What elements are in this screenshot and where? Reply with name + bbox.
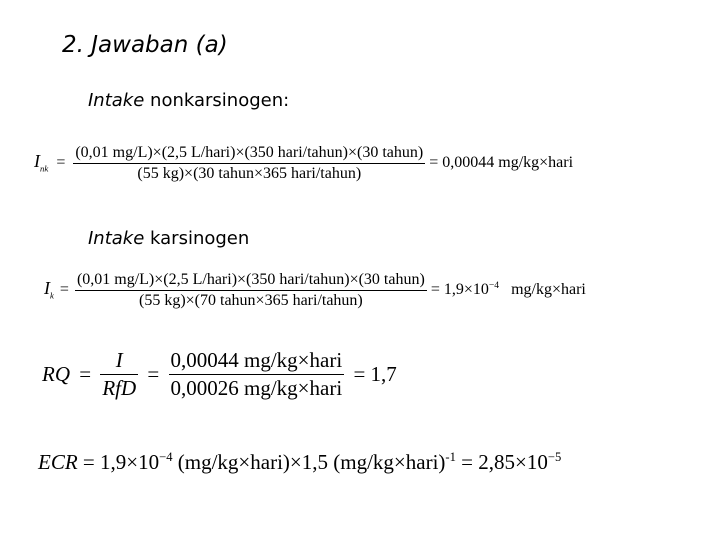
ecr-part3-base: = 2,85×10	[461, 450, 548, 474]
lhs-symbol: I	[44, 278, 50, 299]
section-nonkarsinogen-label	[88, 90, 289, 111]
rq-numerator-numeric: 0,00044 mg/kg×hari	[169, 348, 345, 375]
lhs-subscript: k	[50, 290, 54, 301]
ecr-part1-exponent: −4	[159, 450, 173, 464]
intake-italic: Intake	[88, 90, 145, 111]
ecr-part1-base: = 1,9×10	[82, 450, 160, 474]
section-rest: karsinogen	[144, 228, 250, 249]
denominator: (55 kg)×(30 tahun×365 hari/tahun)	[137, 165, 362, 182]
numerator: (0,01 mg/L)×(2,5 L/hari)×(350 hari/tahun)×(30 tahun)	[75, 271, 427, 291]
equation-ecr	[38, 450, 561, 475]
result: = 0,00044 mg/kg×hari	[429, 154, 574, 172]
result-exponent: −4	[488, 279, 500, 291]
denominator: (55 kg)×(70 tahun×365 hari/tahun)	[138, 292, 363, 309]
result-base: = 1,9×10	[430, 281, 489, 299]
slide-heading: 2. Jawaban (a)	[62, 32, 228, 58]
equation-rq: RQ = $\frac{I}{\text{RfD}}$ = $\frac{\text{0,00044 mg/kg×hari}}{\text{0,00026 mg/kg×hari}}$ = 1,7	[42, 348, 397, 400]
ecr-part2-exponent: -1	[445, 450, 456, 464]
result-unit: mg/kg×hari	[511, 281, 586, 299]
rq-denominator-symbolic: RfD	[102, 376, 137, 400]
ecr-part2: (mg/kg×hari)×1,5 (mg/kg×hari)	[177, 450, 446, 474]
rq-denominator-numeric: 0,00026 mg/kg×hari	[170, 376, 343, 400]
rq-fraction-numeric	[169, 348, 345, 401]
lhs-symbol: I	[34, 151, 40, 172]
section-karsinogen-label	[88, 228, 249, 249]
intake-italic: Intake	[88, 228, 145, 249]
equation-intake-nonkarsinogen: $I_{nk}$ = $\frac{\text{(0,01 mg/L)×(2,5 L/hari)×(350 hari/tahun)×(30 tahun)}}{\text{(55 kg)×(30 tahun×365 hari/tahun)}}$ = 0,00044 mg/kg×hari	[34, 144, 574, 182]
section-rest: nonkarsinogen:	[144, 90, 290, 111]
lhs-subscript: nk	[40, 163, 49, 174]
rq-lhs: RQ	[42, 362, 70, 386]
ecr-part3-exponent: −5	[547, 450, 562, 464]
rq-fraction-symbolic	[100, 348, 138, 401]
equation-intake-karsinogen: $I_k$ = $\frac{\text{(0,01 mg/L)×(2,5 L/hari)×(350 hari/tahun)×(30 tahun)}}{\text{(55 kg)×(70 tahun×365 hari/tahun)}}$ = $1,9\times 10^{-4}$ mg/kg×hari	[44, 271, 586, 309]
numerator: (0,01 mg/L)×(2,5 L/hari)×(350 hari/tahun)×(30 tahun)	[73, 144, 425, 164]
intake-nk-fraction	[73, 144, 425, 183]
rq-result: = 1,7	[353, 362, 397, 386]
intake-k-fraction	[75, 271, 427, 310]
rq-numerator-symbolic: I	[100, 348, 138, 375]
ecr-lhs: ECR	[38, 450, 78, 474]
